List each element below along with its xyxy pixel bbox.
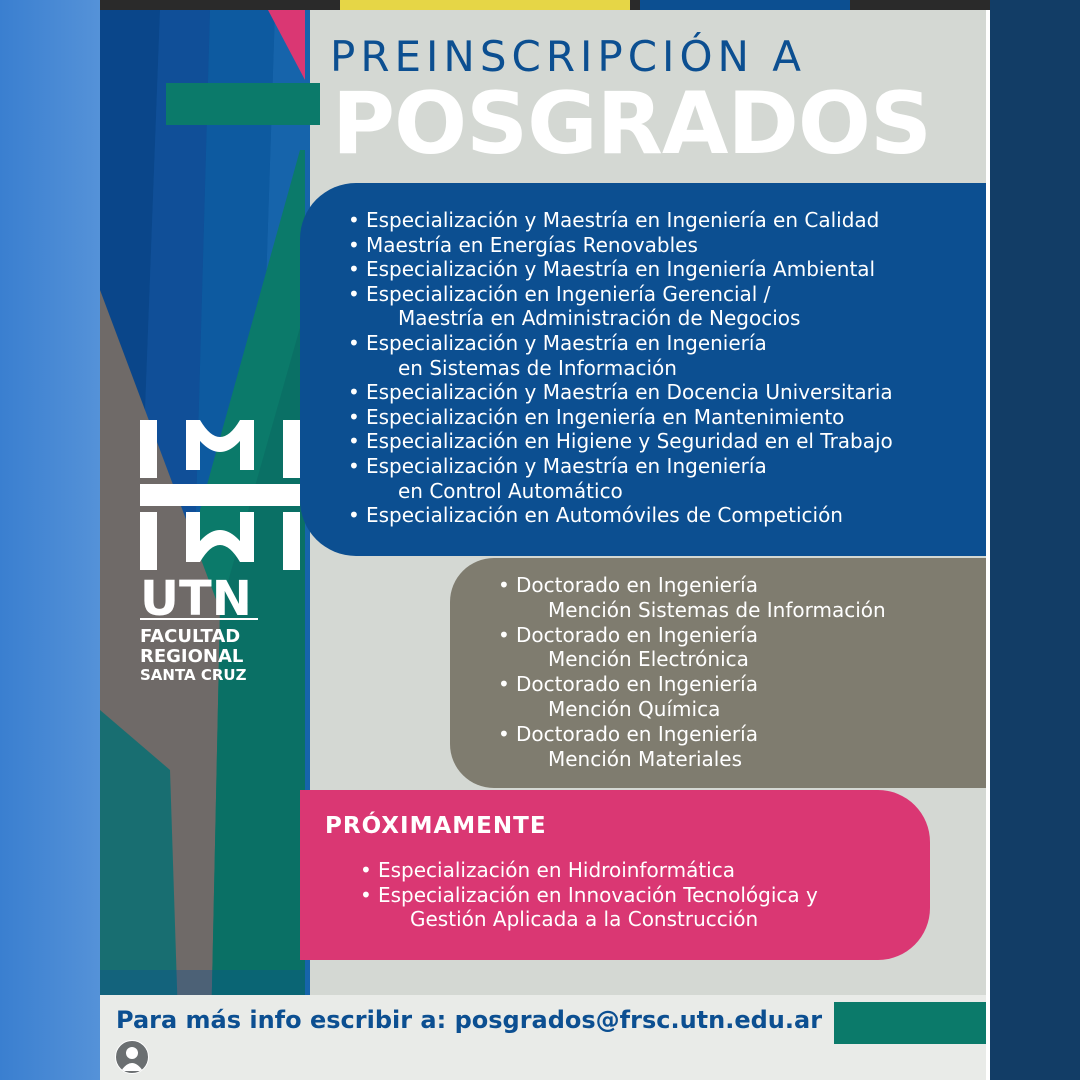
- doctorates-list: [498, 573, 886, 771]
- program-item: • Especialización en Ingeniería Gerencial / Maestría en Administración de Negocios: [348, 281, 801, 331]
- title-line-2: POSGRADOS: [332, 74, 931, 174]
- background-left: [0, 0, 100, 1080]
- program-item: • Especialización y Maestría en Ingeniería en Sistemas de Información: [348, 330, 767, 380]
- upcoming-box: [300, 790, 930, 960]
- program-item: • Especialización en Higiene y Seguridad en el Trabajo: [348, 429, 893, 454]
- user-avatar-icon[interactable]: [115, 1040, 149, 1074]
- doctorate-item: • Doctorado en Ingeniería Mención Materiales: [498, 721, 758, 771]
- logo-line-1: FACULTAD: [140, 626, 241, 647]
- upcoming-list: [360, 858, 818, 932]
- accent-bar-bottom: [834, 1002, 986, 1044]
- logo-line-2: REGIONAL: [140, 646, 244, 667]
- program-item: • Especialización en Automóviles de Competición: [348, 503, 843, 528]
- doctorate-item: • Doctorado en Ingeniería Mención Sistemas de Información: [498, 573, 886, 622]
- programs-box: [300, 183, 986, 556]
- utn-logo: [140, 420, 300, 690]
- program-item: • Maestría en Energías Renovables: [348, 232, 698, 257]
- logo-line-3: SANTA CRUZ: [140, 666, 247, 684]
- doctorate-item: • Doctorado en Ingeniería Mención Electrónica: [498, 622, 758, 672]
- logo-mark: UTN: [140, 571, 252, 627]
- person-icon: [116, 1041, 148, 1073]
- previous-post-peek: [100, 0, 990, 10]
- title-line-1: PREINSCRIPCIÓN A: [330, 32, 807, 81]
- background-right: [990, 0, 1080, 1080]
- upcoming-item: • Especialización en Hidroinformática: [360, 858, 735, 882]
- upcoming-item: • Especialización en Innovación Tecnológica y Gestión Aplicada a la Construcción: [360, 882, 818, 932]
- program-item: • Especialización y Maestría en Ingeniería Ambiental: [348, 257, 876, 282]
- program-item: • Especialización y Maestría en Ingeniería en Calidad: [348, 208, 880, 232]
- upcoming-heading: PRÓXIMAMENTE: [325, 813, 547, 839]
- accent-bar-top: [166, 83, 320, 125]
- program-item: • Especialización y Maestría en Docencia Universitaria: [348, 380, 893, 405]
- doctorates-box: [450, 558, 986, 788]
- doctorate-item: • Doctorado en Ingeniería Mención Química: [498, 672, 758, 721]
- program-item: • Especialización en Ingeniería en Mantenimiento: [348, 404, 845, 429]
- program-item: • Especialización y Maestría en Ingeniería en Control Automático: [348, 453, 767, 503]
- contact-footer: Para más info escribir a: posgrados@frsc.utn.edu.ar: [116, 1006, 823, 1034]
- programs-list: [348, 208, 893, 528]
- post-image: [100, 10, 986, 1080]
